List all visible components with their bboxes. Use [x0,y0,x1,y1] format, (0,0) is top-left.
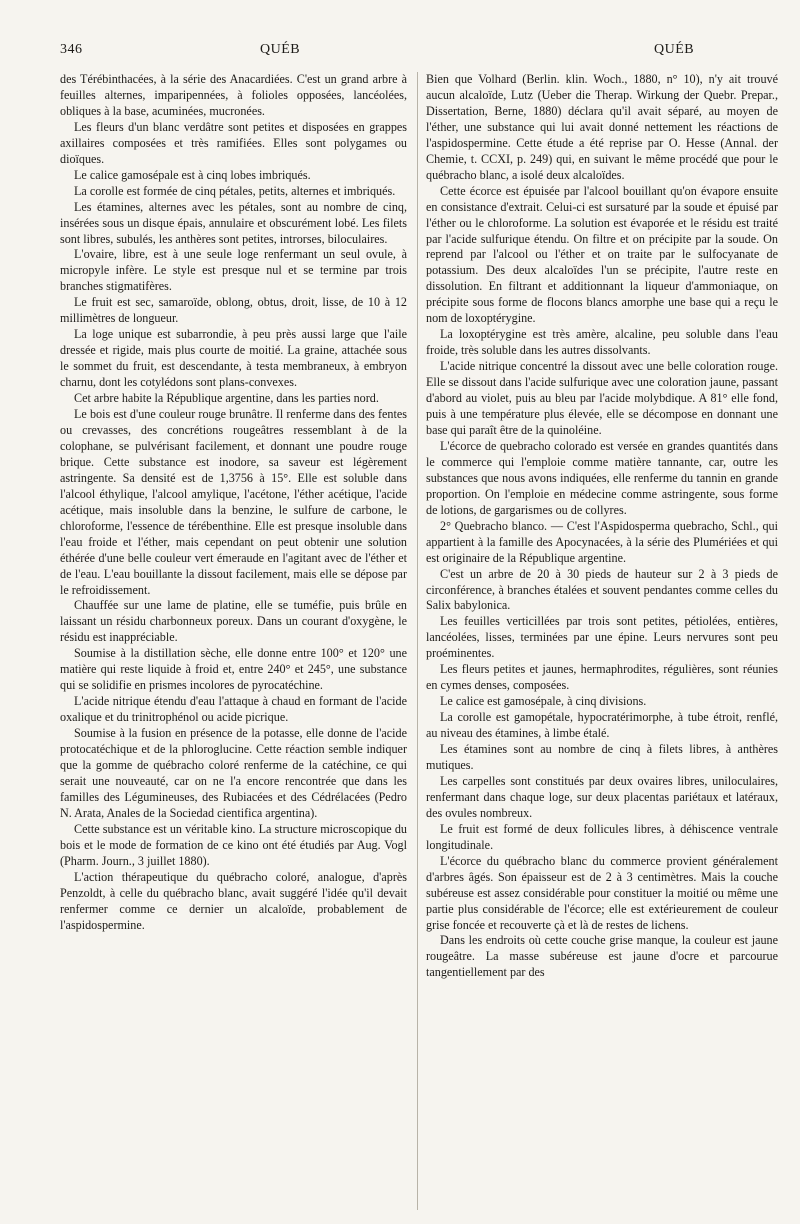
paragraph: Les carpelles sont constitués par deux ovaires libres, uniloculaires, renfermant dans chaque loge, sur deux placentas pariétaux et latéraux, des ovules nombreux. [426,773,778,820]
paragraph: L'acide nitrique concentré la dissout avec une belle coloration rouge. Elle se dissout dans l'acide sulfurique avec une coloration jaune, passant d'abord au violet, puis au bleu par l'acide molybdique. A 81° elle fond, puis à une température plus élevée, elle se décompose en donnant une base qui paraît être de la quinoléine. [426,359,778,437]
column-divider [417,72,418,1210]
paragraph: L'écorce du québracho blanc du commerce provient généralement d'arbres âgés. Son épaisseur est de 2 à 3 centimètres. Mais la couche subéreuse est assez considérable pour constituer la moitié ou même une partie plus considérable de l'écorce; elle est extérieurement de couleur grise foncée et recouverte çà et là de restes de lichens. [426,853,778,932]
paragraph: Le calice est gamosépale, à cinq divisions. [440,694,647,709]
right-text-column [426,72,778,981]
paragraph: L'écorce de quebracho colorado est versée en grandes quantités dans le commerce qui l'emploie comme matière tannante, car, outre les substances que nous avons indiquées, elle renferme du tannin en grande proportion. On l'emploie en médecine comme astringente, sous forme de lotions, de gargarismes ou de collyres. [426,438,778,517]
paragraph: Les étamines, alternes avec les pétales, sont au nombre de cinq, insérées sous un disque épais, annulaire et obscurément lobé. Les filets sont libres, subulés, les anthères sont petites, introrses, biloculaires. [60,199,407,246]
paragraph: La corolle est formée de cinq pétales, petits, alternes et imbriqués. [74,183,396,198]
paragraph: Le fruit est sec, samaroïde, oblong, obtus, droit, lisse, de 10 à 12 millimètres de longueur. [60,295,407,326]
paragraph: Les fleurs d'un blanc verdâtre sont petites et disposées en grappes axillaires composées et très ramifiées. Elles sont polygames ou dioïques. [60,119,407,166]
running-head-left: QUÉB [260,42,301,57]
running-head-right: QUÉB [654,42,695,57]
paragraph: Les fleurs petites et jaunes, hermaphrodites, régulières, sont réunies en cymes denses, composées. [426,662,778,693]
left-text-column [60,72,407,933]
page-number: 346 [60,42,83,57]
paragraph: La loge unique est subarrondie, à peu près aussi large que l'aile dressée et rigide, mais plus courte de moitié. La graine, attachée sous le sommet du fruit, est descendante, à testa membraneux, à embryon charnu, dont les cotylédons sont plans-convexes. [60,327,407,390]
paragraph: Soumise à la fusion en présence de la potasse, elle donne de l'acide protocatéchique et de la phloroglucine. Cette réaction semble indiquer que la gomme de québracho coloré renferme de la catéchine, ce qui serait une nouveauté, car on ne l'a encore rencontrée que dans les familles des Légumineuses, des Rubiacées et des Cédrélacées (Pedro N. Arata, Anales de la Sociedad cientifica argentina). [60,726,407,820]
paragraph: des Térébinthacées, à la série des Anacardiées. C'est un grand arbre à feuilles alternes, imparipennées, à folioles opposées, lancéolées, obliques à la base, acuminées, mucronées. [60,72,407,118]
paragraph: Soumise à la distillation sèche, elle donne entre 100° et 120° une matière qui reste liquide à froid et, entre 240° et 245°, une substance qui se solidifie en prismes incolores de pyrocatéchine. [60,646,407,693]
paragraph: L'action thérapeutique du québracho coloré, analogue, d'après Penzoldt, à celle du québracho blanc, avait suggéré l'idée qu'il devait renfermer comme ce dernier un alcaloïde, probablement de l'aspidospermine. [60,869,407,932]
paragraph: 2° Quebracho blanco. — C'est l'Aspidosperma quebracho, Schl., qui appartient à la famille des Apocynacées, à la série des Plumériées et qui est originaire de la République argentine. [426,518,778,565]
paragraph: L'acide nitrique étendu d'eau l'attaque à chaud en formant de l'acide oxalique et du trinitrophénol ou acide picrique. [60,694,407,725]
paragraph: La loxoptérygine est très amère, alcaline, peu soluble dans l'eau froide, très soluble dans les autres dissolvants. [426,327,778,358]
paragraph: Le calice gamosépale est à cinq lobes imbriqués. [74,167,311,182]
paragraph: Le fruit est formé de deux follicules libres, à déhiscence ventrale longitudinale. [426,821,778,852]
paragraph: La corolle est gamopétale, hypocratérimorphe, à tube étroit, renflé, au niveau des étamines, à limbe étalé. [426,710,778,741]
paragraph: Le bois est d'une couleur rouge brunâtre. Il renferme dans des fentes ou crevasses, des concrétions rougeâtres ressemblant à de la colophane, se pulvérisant facilement, et donnant une poudre rouge brique. Cette substance est inodore, sa saveur est légèrement astringente. Sa densité est de 1,3756 à 15°. Elle est soluble dans l'alcool éthylique, l'alcool amylique, l'acétone, l'éther acétique, l'acide acétique, mais insoluble dans la benzine, le sulfure de carbone, le chloroforme, l'essence de térébenthine. Elle est presque insoluble dans l'eau froide et l'éther, mais cependant on peut obtenir une solution éthérée d'une belle couleur vert émeraude en l'agitant avec de l'éther et de l'eau. L'eau bouillante la dissout facilement, mais elle se dépose par le refroidissement. [60,407,407,597]
paragraph: Les étamines sont au nombre de cinq à filets libres, à anthères mutiques. [426,742,778,772]
paragraph: C'est un arbre de 20 à 30 pieds de hauteur sur 2 à 3 pieds de circonférence, à branches étalées et souvent pendantes comme celles du Salix babylonica. [426,566,778,613]
paragraph: Cet arbre habite la République argentine, dans les parties nord. [74,391,379,406]
paragraph: Dans les endroits où cette couche grise manque, la couleur est jaune rougeâtre. La masse subéreuse est jaune d'ocre et parcourue tangentiellement par des [426,933,778,980]
paragraph: L'ovaire, libre, est à une seule loge renfermant un seul ovule, à micropyle infère. Le style est presque nul et se termine par trois branches stigmatifères. [60,247,407,294]
page-header [60,42,764,64]
paragraph: Cette substance est un véritable kino. La structure microscopique du bois et le mode de formation de ce kino ont été étudiés par Aug. Vogl (Pharm. Journ., 3 juillet 1880). [60,821,407,868]
paragraph: Bien que Volhard (Berlin. klin. Woch., 1880, n° 10), n'y ait trouvé aucun alcaloïde, Lutz (Ueber die Therap. Wirkung der Quebr. Prepar., Dissertation, Berne, 1880) déclara qu'il avait séparé, au moyen de l'éther, une substance qui lui avait donné nettement les réactions de l'aspidospermine. Cette étude a été reprise par O. Hesse (Annal. der Chemie, t. CCXI, p. 249) qui, en suivant le même procédé que pour le québracho blanc, a isolé deux alcaloïdes. [426,72,778,182]
paragraph: Les feuilles verticillées par trois sont petites, pétiolées, entières, lancéolées, lisses, terminées par une épine. Leurs nervures sont peu proéminentes. [426,614,778,661]
paragraph: Cette écorce est épuisée par l'alcool bouillant qu'on évapore ensuite en consistance d'extrait. Celui-ci est sursaturé par la soude et épuisé par l'éther ou le chloroforme. La solution est évaporée et le résidu est traité par l'acide sulfurique étendu. On filtre et on précipite par la soude. On reprend par l'alcool ou l'éther et on traite par le sulfocyanate de potassium. Des deux alcaloïdes l'un se précipite, l'autre reste en dissolution. En filtrant et additionnant la liqueur d'ammoniaque, on précipite sous forme de flocons blancs amorphe une base qui a reçu le nom de loxoptérygine. [426,183,778,326]
paragraph: Chauffée sur une lame de platine, elle se tuméfie, puis brûle en laissant un résidu charbonneux poreux. Dans un courant d'oxygène, le résidu est inappréciable. [60,598,407,645]
